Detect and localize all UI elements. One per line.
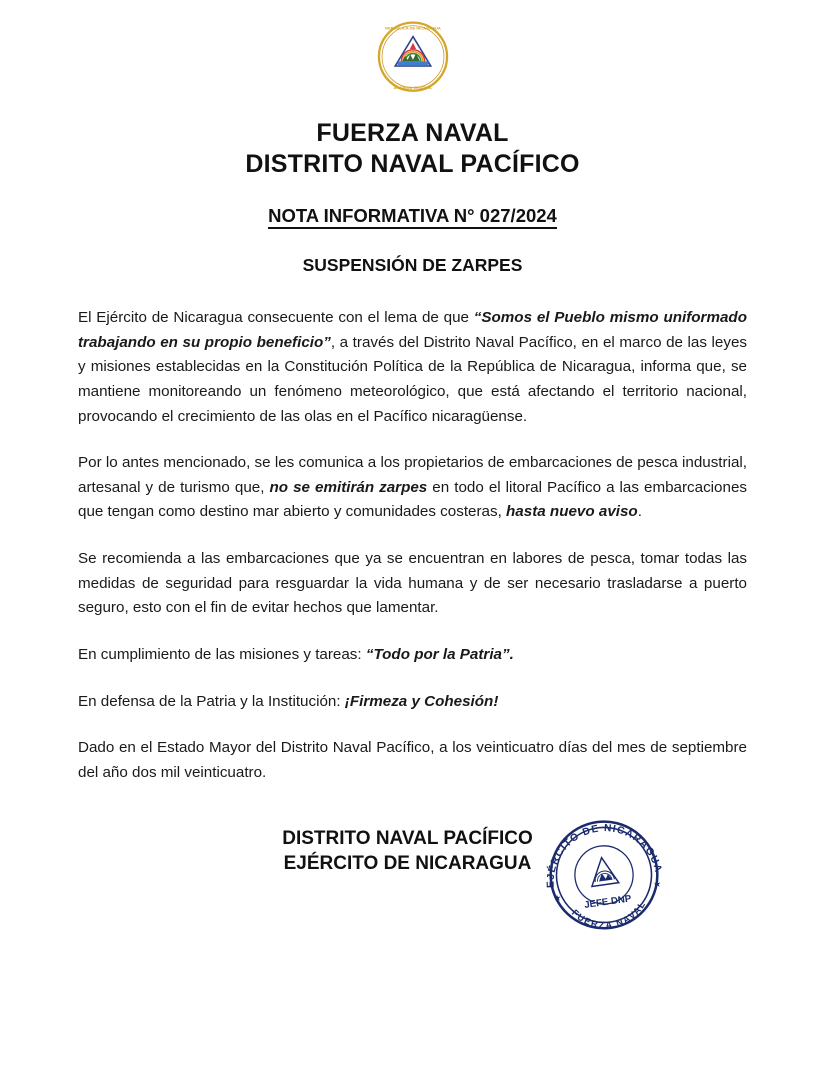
signature-block [78, 823, 747, 947]
text-run: Se recomienda a las embarcaciones que ya se encuentran en labores de pesca, tomar todas las medidas de seguridad para resguardar la vida humana y de ser necesario trasladarse a puerto seguro, esto con el fin de evitar hechos que lamentar. [78, 550, 747, 617]
svg-text:★: ★ [552, 892, 562, 904]
document-number-text: NOTA INFORMATIVA N° 027/2024 [268, 205, 557, 229]
org-title-line-1: FUERZA NAVAL [316, 119, 509, 147]
text-run: En cumplimiento de las misiones y tareas: [78, 645, 366, 663]
coat-of-arms-container [78, 18, 747, 110]
svg-text:★: ★ [652, 878, 662, 890]
paragraph-6 [78, 736, 747, 785]
paragraph-3 [78, 547, 747, 621]
svg-text:EJÉRCITO DE NICARAGUA: EJÉRCITO DE NICARAGUA [545, 823, 664, 889]
svg-text:AMERICA CENTRAL: AMERICA CENTRAL [393, 85, 432, 91]
svg-text:FUERZA NAVAL: FUERZA NAVAL [569, 899, 648, 931]
organization-title [78, 118, 747, 179]
text-run: no se emitirán zarpes [269, 478, 428, 496]
paragraph-1 [78, 306, 747, 429]
text-run: , a través del Distrito Naval Pacífico, en el marco de las leyes y misiones establecidas en la Constitución Política de la República de Nicaragua, informa que, se mantiene monitoreando un fenómeno meteorológico, que está afectando el territorio nacional, provocando el crecimiento de las olas en el Pacífico nicaragüense. [78, 333, 747, 425]
svg-text:REPUBLICA DE NICARAGUA: REPUBLICA DE NICARAGUA [384, 25, 441, 31]
text-run: en todo el litoral Pacífico a las embarcaciones que tengan como destino mar abierto y comunidades costeras, [78, 478, 747, 521]
signature-line-2: EJÉRCITO DE NICARAGUA [283, 853, 532, 875]
paragraph-5 [78, 690, 747, 715]
document-body [78, 306, 747, 785]
text-run: El Ejército de Nicaragua consecuente con el lema de que [78, 309, 474, 326]
nicaragua-coat-of-arms-icon [374, 18, 452, 100]
text-run: hasta nuevo aviso [506, 503, 638, 521]
paragraph-4 [78, 643, 747, 668]
official-seal-stamp [531, 809, 677, 937]
svg-text:JEFE DNP: JEFE DNP [583, 893, 633, 912]
text-run: “Somos el Pueblo mismo uniformado trabajando en su propio beneficio” [78, 309, 747, 351]
text-run: Por lo antes mencionado, se les comunica a los propietarios de embarcaciones de pesca industrial, artesanal y de turismo que, [78, 454, 747, 496]
text-run: . [637, 503, 642, 521]
paragraph-2 [78, 451, 747, 525]
text-run: ¡Firmeza y Cohesión! [344, 692, 499, 710]
document-subject: SUSPENSIÓN DE ZARPES [302, 255, 523, 275]
org-title-line-2: DISTRITO NAVAL PACÍFICO [245, 149, 580, 178]
text-run: “Todo por la Patria”. [365, 645, 514, 663]
document-number [78, 205, 747, 227]
signature-line-1: DISTRITO NAVAL PACÍFICO [282, 828, 533, 850]
text-run: En defensa de la Patria y la Institución: [78, 692, 345, 710]
text-run: Dado en el Estado Mayor del Distrito Naval Pacífico, a los veinticuatro días del mes de septiembre del año dos mil veinticuatro. [78, 739, 747, 781]
